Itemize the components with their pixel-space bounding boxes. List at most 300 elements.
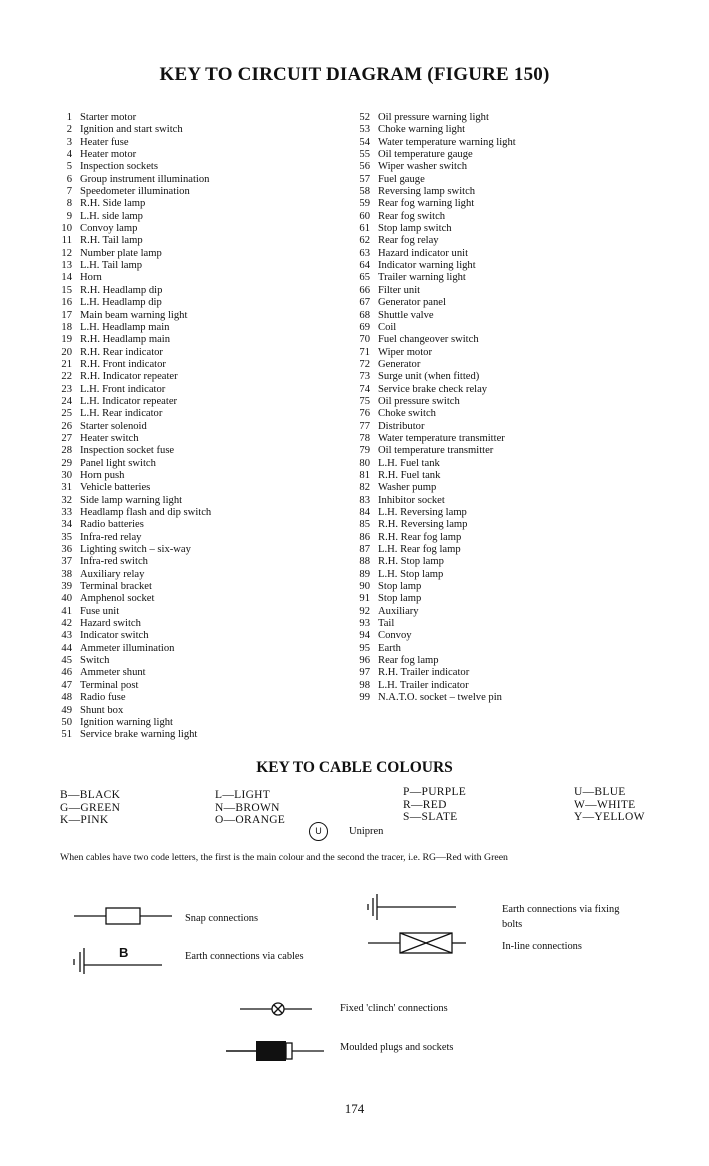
component-row <box>48 285 211 297</box>
component-row <box>346 643 516 655</box>
component-label: Heater fuse <box>80 136 129 148</box>
component-row <box>48 458 211 470</box>
component-label: Distributor <box>378 420 425 432</box>
component-number: 19 <box>61 334 72 346</box>
component-row <box>48 112 211 124</box>
component-label: Surge unit (when fitted) <box>378 371 480 383</box>
colour-entry: O—ORANGE <box>215 814 286 826</box>
snap-connection-label: Snap connections <box>185 913 259 924</box>
component-number: 83 <box>359 494 370 506</box>
component-number: 97 <box>359 667 370 679</box>
component-label: N.A.T.O. socket – twelve pin <box>378 692 502 704</box>
component-label: Oil pressure warning light <box>378 112 489 123</box>
component-label: L.H. Rear indicator <box>80 408 163 420</box>
component-label: Oil temperature gauge <box>378 149 473 161</box>
component-row <box>48 630 211 642</box>
component-number: 32 <box>61 494 72 506</box>
component-number: 65 <box>359 272 370 284</box>
component-row <box>346 433 516 445</box>
component-number: 60 <box>359 210 370 222</box>
component-number: 57 <box>359 173 370 185</box>
component-row <box>346 248 516 260</box>
component-row <box>346 532 516 544</box>
component-number: 85 <box>359 519 370 531</box>
component-label: Shuttle valve <box>378 309 434 321</box>
component-label: Horn push <box>80 469 125 481</box>
component-row <box>48 667 211 679</box>
component-number: 91 <box>359 593 370 605</box>
component-row <box>346 408 516 420</box>
component-number: 55 <box>359 149 370 161</box>
component-row <box>48 680 211 692</box>
component-row <box>346 297 516 309</box>
component-row <box>48 260 211 272</box>
component-row <box>346 384 516 396</box>
component-label: L.H. Fuel tank <box>378 457 440 469</box>
component-label: Starter solenoid <box>80 420 147 432</box>
component-row <box>48 507 211 519</box>
component-row <box>48 211 211 223</box>
colour-entry: S—SLATE <box>403 811 458 823</box>
component-label: Indicator warning light <box>378 260 476 272</box>
component-number: 21 <box>61 358 72 370</box>
component-label: Amphenol socket <box>80 593 155 605</box>
component-row <box>48 322 211 334</box>
component-number: 76 <box>359 408 370 420</box>
component-label: Filter unit <box>378 284 421 296</box>
component-label: Wiper motor <box>378 346 432 358</box>
component-number: 72 <box>359 358 370 370</box>
component-number: 75 <box>359 395 370 407</box>
component-row <box>48 198 211 210</box>
component-number: 40 <box>61 593 72 605</box>
component-row <box>48 519 211 531</box>
component-label: Infra-red switch <box>80 556 148 568</box>
component-number: 8 <box>66 198 72 210</box>
component-number: 43 <box>61 630 72 642</box>
component-label: Washer pump <box>378 482 437 494</box>
component-number: 20 <box>61 346 72 358</box>
component-number: 62 <box>359 235 370 247</box>
component-number: 27 <box>61 432 72 444</box>
component-number: 28 <box>61 445 72 457</box>
component-label: Radio batteries <box>80 519 144 531</box>
component-number: 77 <box>359 420 370 432</box>
component-number: 58 <box>359 186 370 198</box>
component-row <box>48 297 211 309</box>
component-label: Reversing lamp switch <box>378 186 476 198</box>
component-number: 95 <box>359 642 370 654</box>
component-row <box>48 643 211 655</box>
component-label: Fuse unit <box>80 605 120 617</box>
component-row <box>346 618 516 630</box>
component-label: R.H. Stop lamp <box>378 556 444 568</box>
component-number: 2 <box>66 124 72 136</box>
component-number: 94 <box>359 630 370 642</box>
component-row <box>48 371 211 383</box>
component-row <box>346 556 516 568</box>
component-row <box>48 606 211 618</box>
component-number: 73 <box>359 371 370 383</box>
component-label: Stop lamp <box>378 581 422 593</box>
component-row <box>48 482 211 494</box>
component-label: Rear fog switch <box>378 210 446 222</box>
component-row <box>346 606 516 618</box>
component-number: 29 <box>61 457 72 469</box>
component-label: Speedometer illumination <box>80 186 190 198</box>
component-number: 26 <box>61 420 72 432</box>
component-label: Ammeter illumination <box>80 642 175 654</box>
component-number: 70 <box>359 334 370 346</box>
component-number: 71 <box>359 346 370 358</box>
component-number: 41 <box>61 605 72 617</box>
component-label: Trailer warning light <box>378 272 466 284</box>
component-label: Infra-red relay <box>80 531 142 543</box>
component-row <box>346 581 516 593</box>
component-row <box>346 149 516 161</box>
component-label: L.H. Stop lamp <box>378 568 444 580</box>
colour-column-3 <box>403 786 466 824</box>
component-row <box>346 445 516 457</box>
component-number: 50 <box>61 716 72 728</box>
component-number: 9 <box>66 210 72 222</box>
component-number: 13 <box>61 260 72 272</box>
component-number: 36 <box>61 544 72 556</box>
component-label: Hazard switch <box>80 618 141 630</box>
component-label: Wiper washer switch <box>378 161 468 173</box>
component-row <box>48 359 211 371</box>
component-number: 5 <box>66 161 72 173</box>
component-row <box>48 618 211 630</box>
component-label: Stop lamp <box>378 593 422 605</box>
component-label: R.H. Reversing lamp <box>378 519 468 531</box>
component-row <box>48 248 211 260</box>
component-row <box>346 680 516 692</box>
component-label: Switch <box>80 655 110 667</box>
component-label: Headlamp flash and dip switch <box>80 507 212 518</box>
colour-entry: R—RED <box>403 798 447 811</box>
component-number: 64 <box>359 260 370 272</box>
cable-colours-title: KEY TO CABLE COLOURS <box>256 759 453 776</box>
component-row <box>48 161 211 173</box>
component-row <box>48 717 211 729</box>
component-list-right <box>346 112 516 705</box>
component-label: Number plate lamp <box>80 247 162 259</box>
component-number: 49 <box>61 704 72 716</box>
component-label: Heater switch <box>80 432 139 444</box>
component-label: Inhibitor socket <box>378 494 445 506</box>
component-row <box>48 569 211 581</box>
component-number: 99 <box>359 692 370 704</box>
component-label: Side lamp warning light <box>80 494 183 506</box>
component-number: 88 <box>359 556 370 568</box>
component-label: L.H. Tail lamp <box>80 260 143 272</box>
component-label: Heater motor <box>80 149 137 161</box>
component-row <box>48 692 211 704</box>
unipren-icon: U <box>309 822 328 841</box>
component-row <box>346 519 516 531</box>
component-label: L.H. Headlamp main <box>80 321 170 333</box>
component-number: 79 <box>359 445 370 457</box>
component-label: Panel light switch <box>80 457 156 469</box>
component-number: 80 <box>359 457 370 469</box>
component-number: 52 <box>359 112 370 123</box>
component-label: L.H. Front indicator <box>80 383 166 395</box>
colour-entry: G—GREEN <box>60 801 121 814</box>
earth-cable-label: Earth connections via cables <box>185 951 304 962</box>
component-number: 89 <box>359 568 370 580</box>
component-row <box>346 507 516 519</box>
component-row <box>48 124 211 136</box>
component-row <box>346 334 516 346</box>
colour-column-4 <box>574 786 645 824</box>
component-list-left <box>48 112 211 742</box>
component-row <box>48 593 211 605</box>
component-number: 42 <box>61 618 72 630</box>
component-number: 54 <box>359 136 370 148</box>
component-label: L.H. Trailer indicator <box>378 679 469 691</box>
component-label: L.H. side lamp <box>80 210 143 222</box>
component-row <box>48 729 211 741</box>
component-number: 4 <box>66 149 72 161</box>
two-letter-code-note: When cables have two code letters, the first is the main colour and the second the tracer, i.e. RG—Red with Green <box>60 852 508 863</box>
component-row <box>48 223 211 235</box>
component-row <box>346 223 516 235</box>
component-row <box>346 371 516 383</box>
colour-entry: W—WHITE <box>574 798 636 811</box>
component-number: 96 <box>359 655 370 667</box>
component-row <box>346 421 516 433</box>
component-number: 87 <box>359 544 370 556</box>
component-label: Terminal bracket <box>80 581 152 593</box>
component-row <box>48 174 211 186</box>
component-label: Auxiliary <box>378 605 419 617</box>
component-row <box>48 272 211 284</box>
component-row <box>48 445 211 457</box>
page-number: 174 <box>344 1101 365 1116</box>
component-label: R.H. Fuel tank <box>378 469 441 481</box>
component-label: Terminal post <box>80 679 139 691</box>
component-number: 18 <box>61 321 72 333</box>
component-label: Lighting switch – six-way <box>80 544 191 556</box>
component-number: 3 <box>66 136 72 148</box>
component-row <box>346 161 516 173</box>
component-number: 68 <box>359 309 370 321</box>
colour-column-1 <box>60 789 120 827</box>
component-number: 98 <box>359 679 370 691</box>
component-label: Ignition warning light <box>80 716 173 728</box>
component-label: Starter motor <box>80 112 137 123</box>
component-number: 53 <box>359 124 370 136</box>
component-row <box>346 347 516 359</box>
page-title: KEY TO CIRCUIT DIAGRAM (FIGURE 150) <box>159 64 550 85</box>
component-row <box>346 186 516 198</box>
component-label: L.H. Reversing lamp <box>378 507 467 518</box>
component-label: Service brake warning light <box>80 729 198 741</box>
component-row <box>346 692 516 704</box>
component-number: 81 <box>359 469 370 481</box>
component-number: 22 <box>61 371 72 383</box>
component-row <box>48 581 211 593</box>
component-number: 48 <box>61 692 72 704</box>
component-number: 31 <box>61 482 72 494</box>
earth-bolt-icon <box>364 893 464 923</box>
component-row <box>346 198 516 210</box>
snap-connection-icon <box>74 905 174 935</box>
component-label: Water temperature warning light <box>378 136 516 148</box>
component-label: Rear fog relay <box>378 235 439 247</box>
component-label: Convoy <box>378 630 412 642</box>
component-number: 93 <box>359 618 370 630</box>
component-label: Radio fuse <box>80 692 126 704</box>
component-row <box>48 705 211 717</box>
component-number: 7 <box>66 186 72 198</box>
component-row <box>48 433 211 445</box>
component-row <box>346 396 516 408</box>
component-row <box>48 137 211 149</box>
component-number: 82 <box>359 482 370 494</box>
component-number: 10 <box>61 223 72 235</box>
component-row <box>346 667 516 679</box>
component-label: Rear fog lamp <box>378 655 439 667</box>
component-number: 86 <box>359 531 370 543</box>
component-label: R.H. Headlamp main <box>80 334 171 346</box>
component-number: 63 <box>359 247 370 259</box>
colour-entry: B—BLACK <box>60 789 121 801</box>
component-label: R.H. Trailer indicator <box>378 667 470 679</box>
component-number: 90 <box>359 581 370 593</box>
component-row <box>346 359 516 371</box>
component-row <box>48 470 211 482</box>
component-number: 46 <box>61 667 72 679</box>
component-row <box>48 334 211 346</box>
component-label: Group instrument illumination <box>80 173 210 185</box>
component-number: 84 <box>359 507 370 518</box>
component-label: L.H. Rear fog lamp <box>378 544 461 556</box>
component-label: Coil <box>378 321 397 333</box>
component-number: 56 <box>359 161 370 173</box>
component-row <box>346 310 516 322</box>
component-label: R.H. Headlamp dip <box>80 284 163 296</box>
plug-socket-icon <box>226 1038 326 1068</box>
component-label: Oil pressure switch <box>378 395 460 407</box>
earth-bolt-label-line1: Earth connections via fixing <box>502 904 620 915</box>
component-row <box>48 655 211 667</box>
component-label: Inspection socket fuse <box>80 445 175 457</box>
colour-entry: L—LIGHT <box>215 789 271 801</box>
component-number: 33 <box>61 507 72 518</box>
component-label: R.H. Rear indicator <box>80 346 163 358</box>
component-number: 16 <box>61 297 72 309</box>
component-label: Hazard indicator unit <box>378 247 469 259</box>
component-number: 15 <box>61 284 72 296</box>
component-row <box>48 495 211 507</box>
component-label: Indicator switch <box>80 630 149 642</box>
component-number: 59 <box>359 198 370 210</box>
component-number: 30 <box>61 469 72 481</box>
inline-connection-label: In-line connections <box>502 941 582 952</box>
component-row <box>346 593 516 605</box>
component-row <box>346 495 516 507</box>
component-row <box>48 186 211 198</box>
component-row <box>48 532 211 544</box>
component-label: Shunt box <box>80 704 124 716</box>
component-label: R.H. Tail lamp <box>80 235 143 247</box>
component-number: 37 <box>61 556 72 568</box>
component-number: 61 <box>359 223 370 235</box>
unipren-label: Unipren <box>349 826 384 837</box>
component-label: R.H. Rear fog lamp <box>378 531 462 543</box>
component-number: 23 <box>61 383 72 395</box>
component-label: Earth <box>378 642 401 654</box>
component-row <box>48 384 211 396</box>
component-label: Rear fog warning light <box>378 198 475 210</box>
component-label: R.H. Indicator repeater <box>80 371 178 383</box>
component-row <box>48 556 211 568</box>
component-row <box>346 569 516 581</box>
component-row <box>48 310 211 322</box>
component-label: Stop lamp switch <box>378 223 452 235</box>
colour-entry: N—BROWN <box>215 801 280 814</box>
component-row <box>346 470 516 482</box>
component-number: 11 <box>61 235 72 247</box>
component-number: 44 <box>61 642 72 654</box>
earth-cable-letter: B <box>119 945 129 960</box>
component-row <box>48 396 211 408</box>
component-row <box>346 211 516 223</box>
clinch-connection-icon <box>240 998 320 1022</box>
component-label: Oil temperature transmitter <box>378 445 494 457</box>
component-row <box>346 124 516 136</box>
component-number: 6 <box>66 173 72 185</box>
component-row <box>346 482 516 494</box>
component-label: Water temperature transmitter <box>378 432 505 444</box>
component-row <box>48 149 211 161</box>
component-row <box>346 544 516 556</box>
component-label: Choke warning light <box>378 124 466 136</box>
component-number: 78 <box>359 432 370 444</box>
component-label: Fuel changeover switch <box>378 334 479 346</box>
component-label: Tail <box>378 618 395 630</box>
component-row <box>48 421 211 433</box>
component-label: L.H. Headlamp dip <box>80 297 162 309</box>
component-label: Choke switch <box>378 408 436 420</box>
component-number: 38 <box>61 568 72 580</box>
component-number: 69 <box>359 321 370 333</box>
component-number: 1 <box>66 112 72 123</box>
colour-entry: Y—YELLOW <box>574 811 645 823</box>
component-number: 25 <box>61 408 72 420</box>
component-number: 35 <box>61 531 72 543</box>
component-number: 66 <box>359 284 370 296</box>
component-number: 12 <box>61 247 72 259</box>
component-row <box>48 235 211 247</box>
clinch-connection-label: Fixed 'clinch' connections <box>340 1003 448 1014</box>
component-number: 74 <box>359 383 370 395</box>
colour-column-2 <box>215 789 285 827</box>
component-label: R.H. Side lamp <box>80 198 146 210</box>
component-row <box>48 544 211 556</box>
component-label: Horn <box>80 272 102 284</box>
component-label: Auxiliary relay <box>80 568 145 580</box>
component-number: 14 <box>61 272 72 284</box>
component-row <box>346 322 516 334</box>
component-label: Generator panel <box>378 297 446 309</box>
component-label: R.H. Front indicator <box>80 358 166 370</box>
component-row <box>346 235 516 247</box>
inline-connection-icon <box>368 929 468 959</box>
component-row <box>48 408 211 420</box>
